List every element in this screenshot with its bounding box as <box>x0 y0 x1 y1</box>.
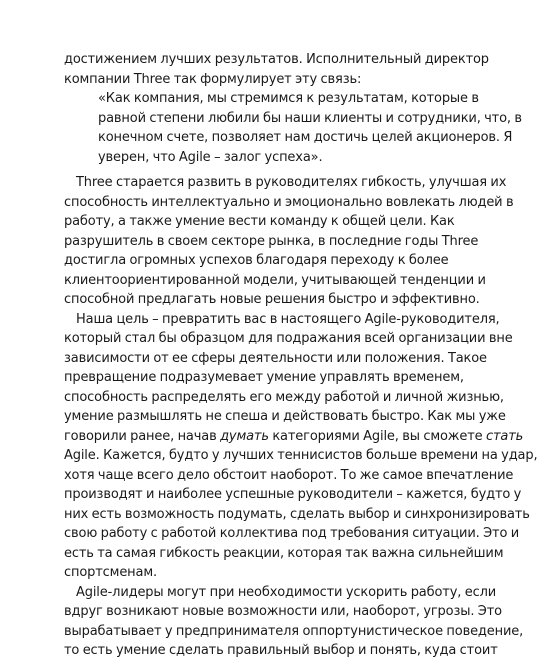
text-line: зависимости от ее сферы деятельности или положения. Такое <box>64 350 487 366</box>
text-line: Agile. Кажется, будто у лучших теннисистов больше времени на удар, <box>64 448 537 463</box>
blockquote <box>64 89 522 167</box>
quote-line: равной степени любили бы наши клиенты и сотрудники, что, в <box>98 110 522 126</box>
quote-line: «Как компания, мы стремимся к результатам, которые в <box>98 91 479 106</box>
text-line: клиентоориентированной модели, учитывающей тенденции и <box>64 272 486 288</box>
text-line: производят и наиболее успешные руководители – кажется, будто у <box>64 487 522 502</box>
text-line: способной предлагать новые решения быстро и эффективно. <box>64 292 480 307</box>
text-line: Наша цель – превратить вас в настоящего Agile-руководителя, <box>76 311 500 327</box>
text-line: умение размышлять не спеша и действовать быстро. Как мы уже <box>64 409 506 424</box>
emphasis: думать <box>220 428 269 444</box>
text-line: достижением лучших результатов. Исполнительный директор <box>64 52 489 67</box>
text-line-with-italics: говорили ранее, начав думать категориями Agile, вы сможете стать <box>64 428 524 444</box>
text-line: который стал бы образцом для подражания всей организации вне <box>64 331 513 346</box>
text-line: вдруг возникают новые возможности или, наоборот, угрозы. Это <box>64 604 502 619</box>
text-line: то есть умение сделать правильный выбор и понять, куда стоит <box>64 643 498 658</box>
text-line: превращение подразумевает умение управлять временем, <box>64 370 464 385</box>
text-line: способность интеллектуально и эмоционально вовлекать людей в <box>64 194 514 210</box>
paragraph-three <box>64 173 514 310</box>
text-line: разрушитель в своем секторе рынка, в последние годы Three <box>64 233 479 249</box>
text-line: компании Three так формулирует эту связь: <box>64 71 362 87</box>
text-line: вырабатывает у предпринимателя оппортунистическое поведение, <box>64 623 524 639</box>
paragraph-goal <box>64 310 537 583</box>
paragraph-continuation <box>64 50 489 89</box>
text-line: свою работу с работой коллектива под требования ситуации. Это и <box>64 526 520 541</box>
text-line: достигла огромных успехов благодаря переходу к более <box>64 253 449 268</box>
paragraph-agile-leaders <box>64 583 524 661</box>
text-line: способность распределять его между работой и личной жизнью, <box>64 389 504 405</box>
text-line: хотя чаще всего дело обстоит наоборот. То же самое впечатление <box>64 467 514 483</box>
quote-line: уверен, что Agile – залог успеха». <box>98 149 323 165</box>
text-line: спортсменам. <box>64 565 157 580</box>
text-line: Agile-лидеры могут при необходимости ускорить работу, если <box>76 584 497 600</box>
quote-line: конечном счете, позволяет нам достичь целей акционеров. Я <box>98 130 513 145</box>
text-line: Three старается развить в руководителях гибкость, улучшая их <box>76 175 507 190</box>
text-line: них есть возможность подумать, сделать выбор и синхронизировать <box>64 506 530 522</box>
emphasis: стать <box>485 428 524 444</box>
text-line: есть та самая гибкость реакции, которая так важна сильнейшим <box>64 545 504 561</box>
text-line: работу, а также умение вести команду к общей цели. Как <box>64 214 455 229</box>
